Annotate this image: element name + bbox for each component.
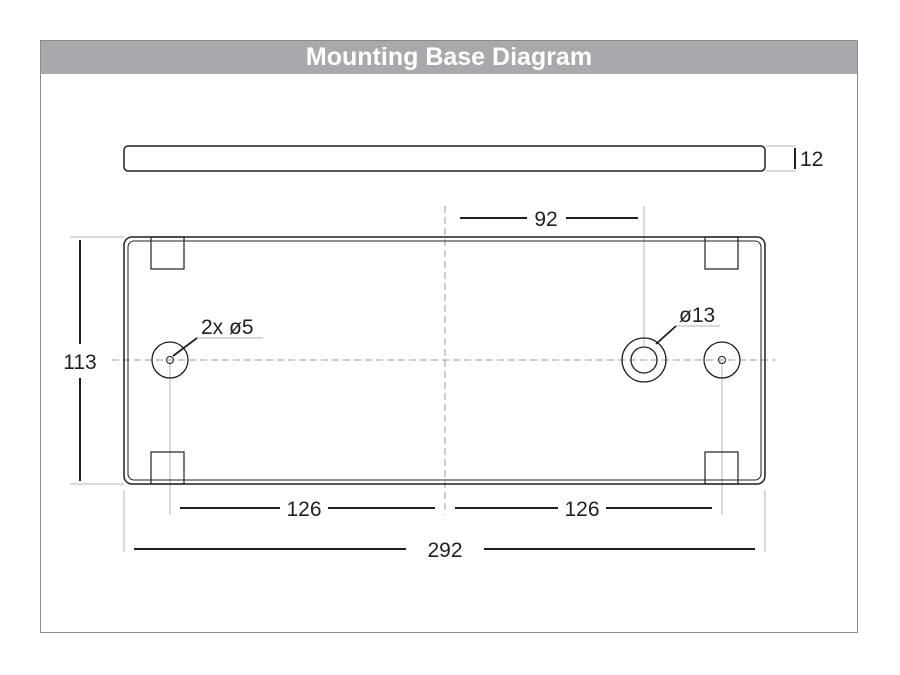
right-spacing-label: 126 — [564, 498, 600, 521]
corner-pad-top-left — [151, 237, 184, 269]
hole-offset-label: 92 — [534, 208, 558, 231]
overall-width-label: 292 — [427, 539, 463, 562]
diagram-title: Mounting Base Diagram — [41, 41, 857, 74]
leader-line-2x5 — [173, 338, 197, 356]
height-label: 113 — [63, 351, 97, 374]
corner-pad-top-right — [705, 237, 738, 269]
left-spacing-label: 126 — [286, 498, 322, 521]
large-hole-label: ø13 — [679, 304, 716, 327]
corner-pad-bottom-left — [151, 452, 184, 484]
leader-line-13 — [656, 326, 676, 344]
side-profile — [124, 146, 765, 171]
small-holes-label: 2x ø5 — [201, 316, 254, 339]
thickness-label: 12 — [800, 148, 824, 171]
